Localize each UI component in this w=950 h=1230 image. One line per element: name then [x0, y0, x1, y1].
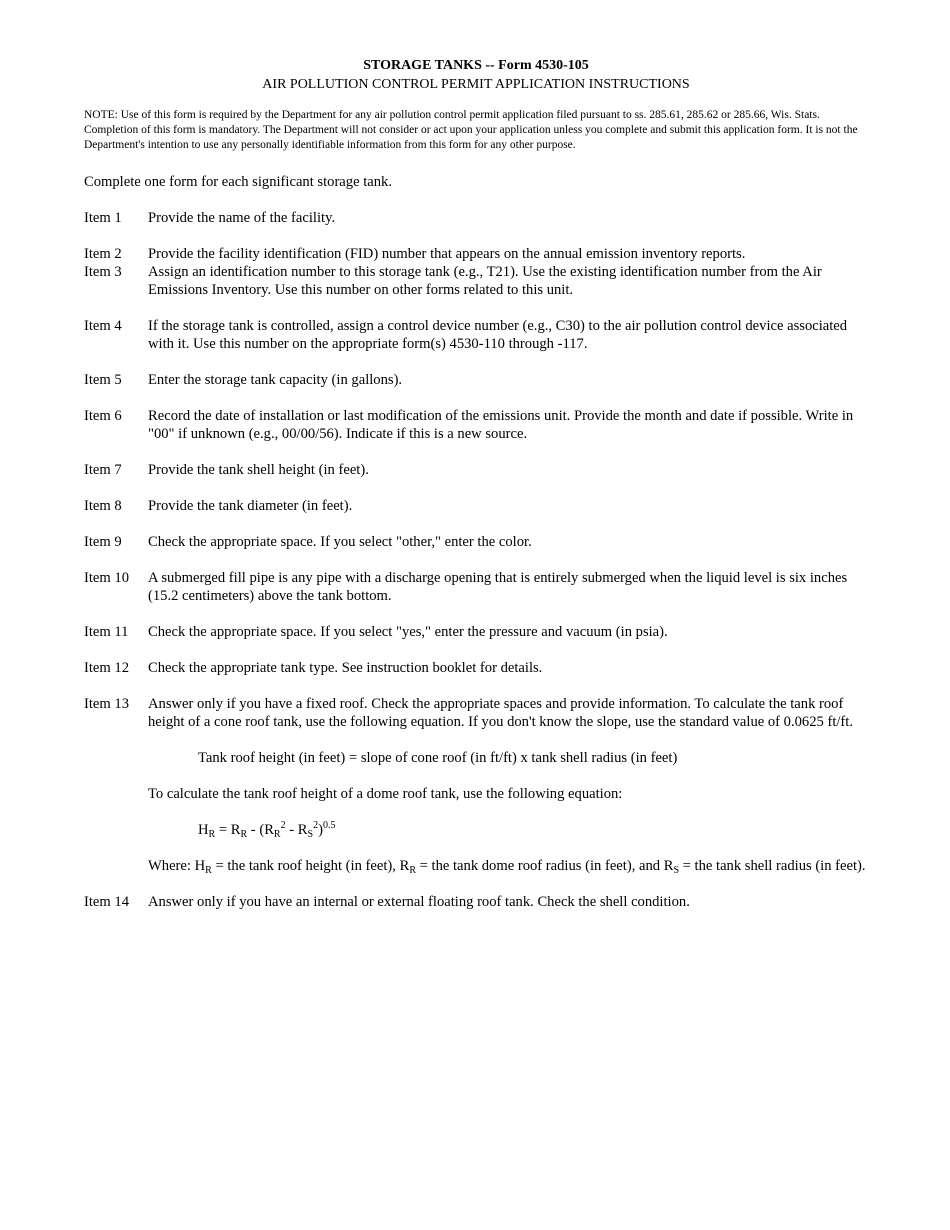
item-11 [84, 623, 868, 641]
item-text: Answer only if you have an internal or external floating roof tank. Check the shell condition. [148, 894, 690, 910]
where-part2: = the tank dome roof radius (in feet), and R [415, 858, 674, 874]
item-label: Item 13 [84, 696, 129, 712]
where-part1: = the tank roof height (in feet), R [211, 858, 410, 874]
item-text: If the storage tank is controlled, assign a control device number (e.g., C30) to the air pollution control device associated with it. Use this number on the appropriate form(s) 4530-110 through -117. [148, 318, 848, 352]
item-label: Item 3 [84, 264, 122, 280]
where-sub-s: S [673, 865, 680, 876]
eq-sub-s: S [307, 829, 314, 840]
item-2 [84, 245, 868, 263]
item-13 [84, 695, 868, 875]
item-3 [84, 263, 868, 299]
item-text: Provide the tank shell height (in feet). [148, 462, 369, 478]
item-1 [84, 209, 868, 227]
eq-exp: 2 [313, 820, 319, 831]
eq-r: R [264, 822, 274, 838]
item-6 [84, 407, 868, 443]
item-text: Check the appropriate space. If you select "other," enter the color. [148, 534, 532, 550]
form-header [84, 56, 868, 94]
item-14 [84, 893, 868, 911]
item-label: Item 2 [84, 246, 122, 262]
eq-h: H [198, 822, 209, 838]
eq-r: R [230, 822, 241, 838]
eq-sub-r: R [273, 829, 281, 840]
item-text: Provide the name of the facility. [148, 210, 336, 226]
item-10 [84, 569, 868, 605]
item-text: Enter the storage tank capacity (in gallons). [148, 372, 403, 388]
item-label: Item 7 [84, 462, 122, 478]
item-label: Item 14 [84, 894, 129, 910]
dome-roof-equation: $H_R = R_R - (R_R^2 - R_S^2)^{0.5}$ [198, 820, 336, 840]
eq-sub-r: R [240, 829, 248, 840]
item-label: Item 4 [84, 318, 122, 334]
where-prefix: Where: H [148, 858, 206, 874]
where-part3: = the tank shell radius (in feet). [679, 858, 866, 874]
instruction-page [84, 56, 868, 911]
form-title: STORAGE TANKS -- Form 4530-105 [363, 58, 589, 73]
item-text: Check the appropriate space. If you select "yes," enter the pressure and vacuum (in psia). [148, 624, 668, 640]
eq-exp: 2 [280, 820, 286, 831]
intro-text: Complete one form for each significant storage tank. [84, 174, 392, 190]
item-text: Answer only if you have a fixed roof. Check the appropriate spaces and provide information. To calculate the tank roof height of a cone roof tank, use the following equation. If you don't know the slope, use the standard value of 0.0625 ft/ft. [148, 696, 853, 730]
item-text: Assign an identification number to this storage tank (e.g., T21). Use the existing identification number from the Air Emissions Inventory. Use this number on other forms related to this unit. [148, 264, 822, 298]
equation-definitions [148, 857, 868, 875]
eq-r: R [297, 822, 308, 838]
item-label: Item 10 [84, 570, 129, 586]
item-label: Item 1 [84, 210, 122, 226]
item-label: Item 12 [84, 660, 129, 676]
item-text: Check the appropriate tank type. See instruction booklet for details. [148, 660, 543, 676]
item-label: Item 11 [84, 624, 129, 640]
item-text: Provide the facility identification (FID) number that appears on the annual emission inventory reports. [148, 246, 746, 262]
item-9 [84, 533, 868, 551]
cone-roof-equation: Tank roof height (in feet) = slope of cone roof (in ft/ft) x tank shell radius (in feet) [198, 750, 678, 766]
item-8 [84, 497, 868, 515]
item-text: Provide the tank diameter (in feet). [148, 498, 353, 514]
dome-roof-intro: To calculate the tank roof height of a dome roof tank, use the following equation: [148, 786, 623, 802]
item-text: Record the date of installation or last modification of the emissions unit. Provide the month and date if possible. Write in "00" if unknown (e.g., 00/00/56). Indicate if this is a new source. [148, 408, 854, 442]
item-7 [84, 461, 868, 479]
item-text: A submerged fill pipe is any pipe with a discharge opening that is entirely submerged when the liquid level is six inches (15.2 centimeters) above the tank bottom. [148, 570, 848, 604]
item-4 [84, 317, 868, 353]
eq-exp: 0.5 [322, 820, 336, 831]
item-label: Item 6 [84, 408, 122, 424]
form-subtitle: AIR POLLUTION CONTROL PERMIT APPLICATION INSTRUCTIONS [262, 77, 690, 92]
item-label: Item 9 [84, 534, 122, 550]
where-sub-r: R [409, 865, 416, 876]
item-13-body [148, 695, 868, 875]
item-12 [84, 659, 868, 677]
privacy-note: NOTE: Use of this form is required by the Department for any air pollution control permit application filed pursuant to ss. 285.61, 285.62 or 285.66, Wis. Stats. Completion of this form is mandatory. The Department will not consider or act upon your application unless you complete and submit this application form. It is not the Department's intention to use any personally identifiable information from this form for any other purpose. [84, 109, 858, 151]
item-label: Item 5 [84, 372, 122, 388]
eq-sub-r: R [208, 829, 216, 840]
where-sub-r: R [205, 865, 212, 876]
item-label: Item 8 [84, 498, 122, 514]
item-5 [84, 371, 868, 389]
